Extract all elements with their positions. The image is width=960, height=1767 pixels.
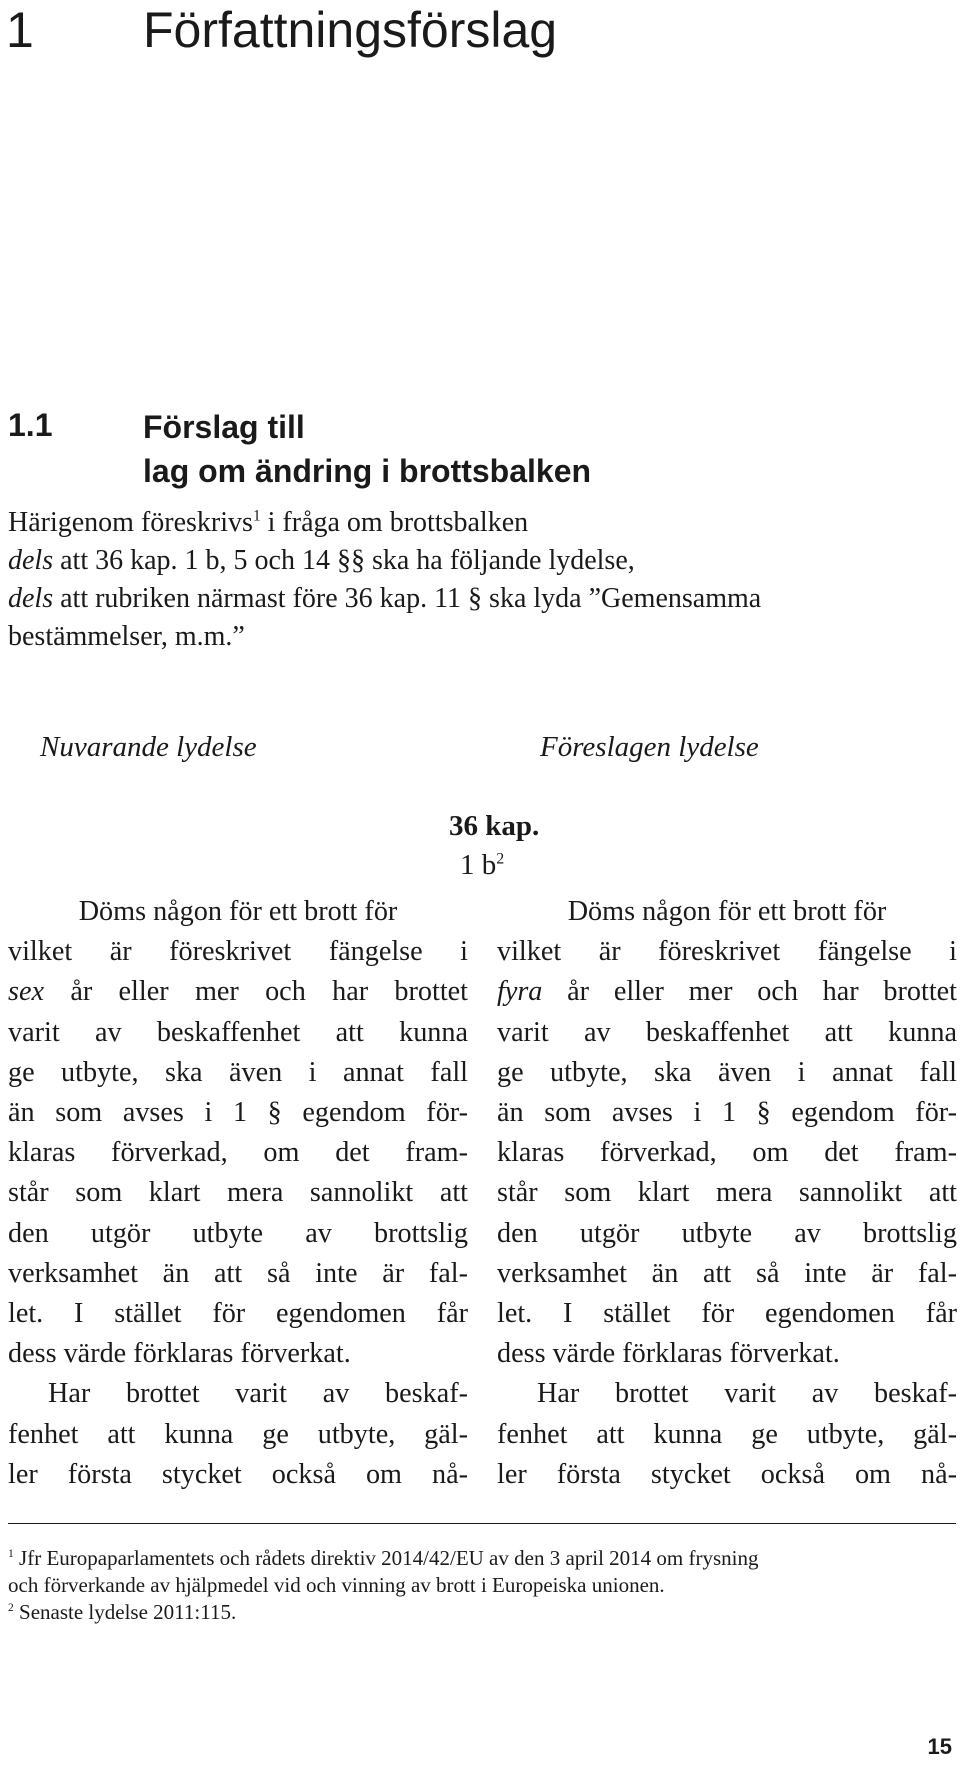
text-line: ge utbyte, ska även i annat fall: [497, 1056, 957, 1088]
chapter-reference: 36 kap.: [449, 810, 540, 842]
text-line: Har brottet varit av beskaf-: [48, 1378, 468, 1410]
footnote-1-continued: och förverkande av hjälpmedel vid och vinning av brott i Europeiska unionen.: [8, 1573, 665, 1597]
intro-line: bestämmelser, m.m.”: [8, 621, 245, 652]
text-line: verksamhet än att så inte är fal-: [497, 1257, 957, 1289]
current-wording-heading: Nuvarande lydelse: [40, 731, 257, 763]
text-line: dess värde förklaras förverkat.: [497, 1338, 840, 1370]
chapter-title: Författningsförslag: [143, 2, 558, 58]
current-wording-column: [8, 892, 468, 1495]
text-line: let. I stället för egendomen får: [497, 1298, 957, 1330]
text-line: den utgör utbyte av brottslig: [8, 1217, 468, 1249]
page-number: 15: [927, 1734, 952, 1759]
paragraph-reference: 1 $b^2$: [460, 849, 505, 881]
text-line: den utgör utbyte av brottslig: [497, 1217, 957, 1249]
proposed-wording-heading: Föreslagen lydelse: [540, 731, 759, 763]
footnote-ref: 2: [496, 850, 505, 868]
text-line: klaras förverkad, om det fram-: [8, 1137, 468, 1169]
section-number: 1.1: [8, 407, 53, 443]
text-line: än som avses i 1 § egendom för-: [497, 1097, 957, 1129]
text-line: let. I stället för egendomen får: [8, 1298, 468, 1330]
text-line: Döms någon för ett brott för: [567, 896, 887, 927]
footnote-divider: [8, 1523, 956, 1524]
footnote-1: $^1$ Jfr Europaparlamentets och rådets direktiv 2014/42/EU av den 3 april 2014 om frysning: [8, 1546, 759, 1570]
text-line: verksamhet än att så inte är fal-: [8, 1257, 468, 1289]
footnote-ref: 1: [252, 507, 261, 525]
text-line: Döms någon för ett brott för: [78, 896, 398, 927]
text-line: dess värde förklaras förverkat.: [8, 1338, 351, 1370]
text-line: än som avses i 1 § egendom för-: [8, 1097, 468, 1129]
text-line: ler första stycket också om nå-: [8, 1458, 468, 1490]
text-line: Har brottet varit av beskaf-: [537, 1378, 957, 1410]
text-line: fyra år eller mer och har brottet: [497, 976, 957, 1008]
text-line: varit av beskaffenhet att kunna: [497, 1016, 957, 1048]
text-line: ge utbyte, ska även i annat fall: [8, 1056, 468, 1088]
intro-line: dels att rubriken närmast före 36 kap. 11 § ska lyda ”Gemensamma: [8, 583, 762, 614]
text-line: vilket är föreskrivet fängelse i: [8, 936, 468, 968]
text-line: varit av beskaffenhet att kunna: [8, 1016, 468, 1048]
text-line: sex år eller mer och har brottet: [8, 976, 468, 1008]
section-title-line1: Förslag till: [143, 409, 305, 445]
intro-line: dels att 36 kap. 1 b, 5 och 14 §§ ska ha följande lydelse,: [8, 545, 635, 576]
intro-line: Härigenom föreskrivs$^1$ i fråga om brottsbalken: [8, 507, 529, 538]
section-title-line2: lag om ändring i brottsbalken: [143, 453, 592, 489]
proposed-wording-column: [497, 892, 957, 1495]
text-line: ler första stycket också om nå-: [497, 1458, 957, 1490]
chapter-number: 1: [6, 2, 34, 58]
text-line: fenhet att kunna ge utbyte, gäl-: [497, 1418, 957, 1450]
text-line: vilket är föreskrivet fängelse i: [497, 936, 957, 968]
text-line: står som klart mera sannolikt att: [8, 1177, 468, 1209]
section-title: [143, 405, 591, 493]
text-line: fenhet att kunna ge utbyte, gäl-: [8, 1418, 468, 1450]
text-line: klaras förverkad, om det fram-: [497, 1137, 957, 1169]
footnote-2: $^2$ Senaste lydelse 2011:115.: [8, 1600, 237, 1624]
text-line: står som klart mera sannolikt att: [497, 1177, 957, 1209]
